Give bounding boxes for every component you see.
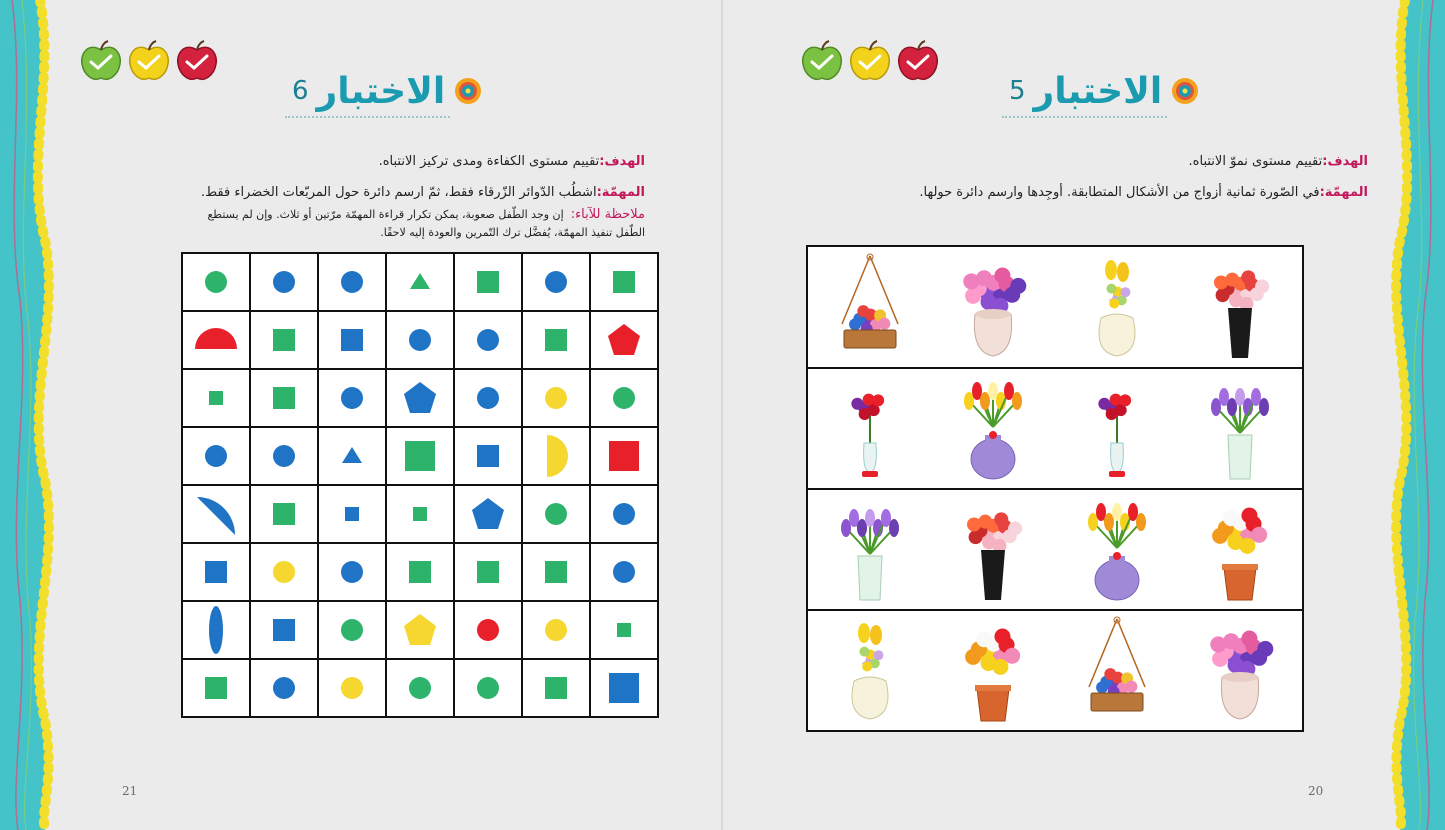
title-word: الاختبار — [1033, 70, 1163, 112]
square-green-shape[interactable] — [409, 561, 431, 583]
red-flowers-slim-vase-icon[interactable] — [820, 373, 920, 483]
smallsquare-blue-shape[interactable] — [345, 507, 359, 521]
square-green-icon[interactable] — [531, 547, 581, 597]
circle-green-icon[interactable] — [191, 257, 241, 307]
grid-cell[interactable] — [454, 311, 522, 369]
grid-cell[interactable] — [250, 543, 318, 601]
smallsquare-green-shape[interactable] — [617, 623, 631, 637]
smallsquare-green-shape[interactable] — [209, 391, 223, 405]
sun-ornament-icon — [453, 76, 483, 106]
flower-item[interactable] — [1067, 494, 1167, 604]
grid-cell[interactable] — [386, 659, 454, 717]
quarter-blue-shape[interactable] — [197, 497, 235, 535]
flower-item[interactable] — [1190, 615, 1290, 725]
grid-cell[interactable] — [522, 601, 590, 659]
circle-blue-icon[interactable] — [327, 373, 377, 423]
grid-cell[interactable] — [522, 369, 590, 427]
grid-cell[interactable] — [318, 253, 386, 311]
yellow-apple-icon — [126, 40, 172, 82]
triangle-green-shape[interactable] — [410, 273, 430, 289]
circle-blue-shape[interactable] — [273, 271, 295, 293]
grid-cell[interactable] — [522, 253, 590, 311]
difficulty-apples — [78, 40, 220, 82]
bigsquare-blue-icon[interactable] — [599, 663, 649, 713]
square-green-shape[interactable] — [205, 677, 227, 699]
grid-cell[interactable] — [318, 311, 386, 369]
purple-tulips-glass-vase-icon[interactable] — [1190, 373, 1290, 483]
grid-cell[interactable] — [386, 543, 454, 601]
grid-cell[interactable] — [590, 601, 658, 659]
grid-cell[interactable] — [386, 427, 454, 485]
flower-item[interactable] — [1067, 252, 1167, 362]
circle-blue-shape[interactable] — [409, 329, 431, 351]
grid-cell[interactable] — [590, 427, 658, 485]
pentagon-blue-shape[interactable] — [404, 382, 436, 413]
circle-blue-icon[interactable] — [599, 489, 649, 539]
goal-label: الهدف: — [1322, 154, 1368, 169]
circle-blue-shape[interactable] — [341, 387, 363, 409]
circle-yellow-shape[interactable] — [341, 677, 363, 699]
square-green-icon[interactable] — [463, 257, 513, 307]
purple-tulips-glass-vase-icon[interactable] — [820, 494, 920, 604]
flower-item[interactable] — [1190, 252, 1290, 362]
circle-yellow-icon[interactable] — [259, 547, 309, 597]
sun-ornament-icon — [1170, 76, 1200, 106]
square-green-icon[interactable] — [599, 257, 649, 307]
grid-cell[interactable] — [318, 601, 386, 659]
test-number: 5 — [1009, 76, 1026, 106]
grid-cell[interactable] — [182, 485, 250, 543]
grid-cell[interactable] — [590, 485, 658, 543]
grid-cell[interactable] — [182, 369, 250, 427]
flower-item[interactable] — [1190, 373, 1290, 483]
grid-row — [182, 427, 658, 485]
grid-cell[interactable] — [590, 543, 658, 601]
grid-cell[interactable] — [250, 485, 318, 543]
task-line — [201, 185, 645, 200]
square-green-icon[interactable] — [463, 547, 513, 597]
grid-cell[interactable] — [182, 311, 250, 369]
page-title — [1009, 68, 1200, 114]
square-green-icon[interactable] — [259, 315, 309, 365]
grid-cell[interactable] — [182, 601, 250, 659]
grid-cell[interactable] — [522, 311, 590, 369]
grid-cell[interactable] — [318, 369, 386, 427]
circle-yellow-icon[interactable] — [531, 373, 581, 423]
grid-cell[interactable] — [386, 253, 454, 311]
red-flowers-black-vase-icon[interactable] — [943, 494, 1043, 604]
grid-cell[interactable] — [454, 543, 522, 601]
flower-item[interactable] — [820, 373, 920, 483]
square-blue-icon[interactable] — [259, 605, 309, 655]
page-number: 20 — [1308, 784, 1324, 798]
grid-cell[interactable] — [318, 543, 386, 601]
square-green-shape[interactable] — [545, 329, 567, 351]
flower-item[interactable] — [943, 373, 1043, 483]
square-blue-shape[interactable] — [273, 619, 295, 641]
circle-red-shape[interactable] — [477, 619, 499, 641]
grid-cell[interactable] — [454, 427, 522, 485]
pink-violet-bouquet-vase-icon[interactable] — [943, 252, 1043, 362]
circle-blue-shape[interactable] — [613, 561, 635, 583]
grid-row — [182, 485, 658, 543]
grid-row — [182, 253, 658, 311]
square-green-shape[interactable] — [477, 271, 499, 293]
circle-blue-icon[interactable] — [463, 373, 513, 423]
grid-cell[interactable] — [522, 485, 590, 543]
circle-yellow-shape[interactable] — [545, 387, 567, 409]
grid-row — [182, 311, 658, 369]
yellow-tulips-cream-vase-icon[interactable] — [820, 615, 920, 725]
flower-row — [808, 610, 1302, 730]
gerbera-pot-icon[interactable] — [943, 615, 1043, 725]
circle-green-shape[interactable] — [409, 677, 431, 699]
circle-green-icon[interactable] — [327, 605, 377, 655]
grid-cell[interactable] — [386, 485, 454, 543]
square-green-shape[interactable] — [477, 561, 499, 583]
difficulty-apples — [799, 40, 941, 82]
test-number: 6 — [292, 76, 309, 106]
flower-item[interactable] — [820, 615, 920, 725]
smallsquare-green-shape[interactable] — [413, 507, 427, 521]
grid-cell[interactable] — [386, 601, 454, 659]
bigsquare-green-icon[interactable] — [395, 431, 445, 481]
square-green-shape[interactable] — [273, 503, 295, 525]
grid-cell[interactable] — [182, 543, 250, 601]
grid-cell[interactable] — [454, 485, 522, 543]
gerbera-pot-icon[interactable] — [1190, 494, 1290, 604]
red-apple-icon — [174, 40, 220, 82]
triangle-green-icon[interactable] — [395, 257, 445, 307]
circle-blue-icon[interactable] — [463, 315, 513, 365]
square-blue-shape[interactable] — [205, 561, 227, 583]
grid-cell[interactable] — [454, 659, 522, 717]
grid-cell[interactable] — [250, 427, 318, 485]
grid-cell[interactable] — [454, 601, 522, 659]
square-green-icon[interactable] — [531, 315, 581, 365]
triangle-blue-shape[interactable] — [342, 447, 362, 463]
circle-yellow-shape[interactable] — [545, 619, 567, 641]
halfcircle-red-shape[interactable] — [195, 328, 237, 349]
grid-cell[interactable] — [250, 253, 318, 311]
grid-cell[interactable] — [522, 543, 590, 601]
grid-cell[interactable] — [318, 659, 386, 717]
circle-yellow-shape[interactable] — [273, 561, 295, 583]
grid-row — [182, 543, 658, 601]
grid-cell[interactable] — [250, 311, 318, 369]
decorative-border-left — [0, 0, 70, 830]
flower-row — [808, 368, 1302, 490]
smallsquare-green-icon[interactable] — [191, 373, 241, 423]
title-word: الاختبار — [316, 70, 446, 112]
pentagon-blue-icon[interactable] — [463, 489, 513, 539]
page-number: 21 — [122, 784, 138, 798]
circle-blue-shape[interactable] — [341, 561, 363, 583]
circle-green-shape[interactable] — [205, 271, 227, 293]
title-underline — [285, 112, 450, 118]
grid-row — [182, 369, 658, 427]
smallsquare-green-icon[interactable] — [395, 489, 445, 539]
page-title — [292, 68, 483, 114]
circle-blue-shape[interactable] — [613, 503, 635, 525]
quarter-blue-icon[interactable] — [191, 489, 241, 539]
goal-text: تقييم مستوى الكفاءة ومدى تركيز الانتباه. — [378, 154, 600, 169]
bigsquare-blue-shape[interactable] — [609, 673, 639, 703]
task-label: المهمّة: — [1319, 185, 1368, 200]
triangle-blue-icon[interactable] — [327, 431, 377, 481]
square-green-icon[interactable] — [259, 373, 309, 423]
grid-cell[interactable] — [590, 369, 658, 427]
task-text: في الصّورة ثمانية أزواج من الأشكال المتطابقة. أوجِدها وارسم دائرة حولها. — [919, 185, 1320, 200]
pentagon-blue-icon[interactable] — [395, 373, 445, 423]
flower-row — [808, 489, 1302, 611]
circle-blue-icon[interactable] — [191, 431, 241, 481]
flower-item[interactable] — [820, 494, 920, 604]
circle-blue-shape[interactable] — [273, 677, 295, 699]
bigsquare-red-icon[interactable] — [599, 431, 649, 481]
task-line — [919, 185, 1368, 200]
flower-item[interactable] — [943, 615, 1043, 725]
circle-blue-icon[interactable] — [395, 315, 445, 365]
circle-blue-icon[interactable] — [327, 257, 377, 307]
circle-blue-shape[interactable] — [477, 329, 499, 351]
tulips-purple-vase-icon[interactable] — [943, 373, 1043, 483]
parents-note — [175, 206, 645, 242]
grid-cell[interactable] — [318, 427, 386, 485]
task-text: اشطُب الدّوائر الزّرقاء فقط، ثمّ ارسم دائرة حول المربّعات الخضراء فقط. — [200, 185, 597, 200]
goal-line — [1189, 154, 1368, 169]
shapes-grid — [181, 252, 659, 718]
grid-cell[interactable] — [386, 369, 454, 427]
grid-cell[interactable] — [590, 253, 658, 311]
grid-cell[interactable] — [522, 427, 590, 485]
circle-red-icon[interactable] — [463, 605, 513, 655]
circle-blue-shape[interactable] — [477, 387, 499, 409]
circle-blue-icon[interactable] — [259, 431, 309, 481]
grid-cell[interactable] — [250, 601, 318, 659]
grid-cell[interactable] — [182, 427, 250, 485]
halfcircle-red-icon[interactable] — [191, 315, 241, 365]
square-blue-icon[interactable] — [327, 315, 377, 365]
goal-text: تقييم مستوى نموّ الانتباه. — [1188, 154, 1323, 169]
pentagon-red-shape[interactable] — [608, 324, 640, 355]
red-flowers-black-vase-icon[interactable] — [1190, 252, 1290, 362]
pentagon-red-icon[interactable] — [599, 315, 649, 365]
flower-pairs-grid — [806, 245, 1304, 732]
grid-cell[interactable] — [386, 311, 454, 369]
square-green-shape[interactable] — [273, 387, 295, 409]
decorative-border-right — [1375, 0, 1445, 830]
pink-violet-bouquet-vase-icon[interactable] — [1190, 615, 1290, 725]
flower-item[interactable] — [943, 252, 1043, 362]
ellipse-blue-shape[interactable] — [209, 606, 223, 654]
tulips-purple-vase-icon[interactable] — [1067, 494, 1167, 604]
bigsquare-red-shape[interactable] — [609, 441, 639, 471]
circle-blue-icon[interactable] — [327, 547, 377, 597]
goal-label: الهدف: — [599, 154, 645, 169]
flower-item[interactable] — [1067, 373, 1167, 483]
task-label: المهمّة: — [596, 185, 645, 200]
grid-cell[interactable] — [590, 659, 658, 717]
flower-item[interactable] — [1190, 494, 1290, 604]
yellow-tulips-cream-vase-icon[interactable] — [1067, 252, 1167, 362]
circle-blue-icon[interactable] — [259, 257, 309, 307]
pentagon-blue-shape[interactable] — [472, 498, 504, 529]
circle-green-icon[interactable] — [531, 489, 581, 539]
bigsquare-green-shape[interactable] — [405, 441, 435, 471]
flower-item[interactable] — [943, 494, 1043, 604]
grid-cell[interactable] — [250, 369, 318, 427]
ellipse-blue-icon[interactable] — [191, 605, 241, 655]
circle-blue-shape[interactable] — [545, 271, 567, 293]
square-blue-shape[interactable] — [341, 329, 363, 351]
square-green-icon[interactable] — [191, 663, 241, 713]
circle-blue-shape[interactable] — [341, 271, 363, 293]
left-page — [0, 0, 722, 830]
grid-row — [182, 659, 658, 717]
note-label: ملاحظة للآباء: — [570, 207, 645, 222]
grid-cell[interactable] — [182, 253, 250, 311]
grid-row — [182, 601, 658, 659]
circle-green-shape[interactable] — [545, 503, 567, 525]
flower-item[interactable] — [1067, 615, 1167, 725]
pentagon-yellow-icon[interactable] — [395, 605, 445, 655]
flower-item[interactable] — [820, 252, 920, 362]
circle-yellow-icon[interactable] — [531, 605, 581, 655]
smallsquare-green-icon[interactable] — [599, 605, 649, 655]
square-blue-icon[interactable] — [463, 431, 513, 481]
square-blue-icon[interactable] — [191, 547, 241, 597]
green-apple-icon — [78, 40, 124, 82]
green-apple-icon — [799, 40, 845, 82]
grid-cell[interactable] — [250, 659, 318, 717]
circle-green-shape[interactable] — [477, 677, 499, 699]
circle-green-shape[interactable] — [341, 619, 363, 641]
pentagon-yellow-shape[interactable] — [404, 614, 436, 645]
circle-blue-icon[interactable] — [599, 547, 649, 597]
halfcircle-yellow-icon[interactable] — [531, 431, 581, 481]
square-green-shape[interactable] — [545, 677, 567, 699]
yellow-apple-icon — [847, 40, 893, 82]
square-blue-shape[interactable] — [477, 445, 499, 467]
square-green-icon[interactable] — [395, 547, 445, 597]
circle-green-icon[interactable] — [463, 663, 513, 713]
square-green-icon[interactable] — [259, 489, 309, 539]
square-green-shape[interactable] — [545, 561, 567, 583]
circle-green-icon[interactable] — [599, 373, 649, 423]
circle-blue-shape[interactable] — [205, 445, 227, 467]
grid-cell[interactable] — [454, 369, 522, 427]
grid-cell[interactable] — [182, 659, 250, 717]
circle-yellow-icon[interactable] — [327, 663, 377, 713]
title-underline — [1002, 112, 1167, 118]
square-green-shape[interactable] — [273, 329, 295, 351]
grid-cell[interactable] — [318, 485, 386, 543]
halfcircle-yellow-shape[interactable] — [547, 435, 568, 477]
circle-green-icon[interactable] — [395, 663, 445, 713]
flower-row — [808, 247, 1302, 369]
grid-cell[interactable] — [590, 311, 658, 369]
grid-cell[interactable] — [454, 253, 522, 311]
circle-green-shape[interactable] — [613, 387, 635, 409]
square-green-icon[interactable] — [531, 663, 581, 713]
circle-blue-icon[interactable] — [531, 257, 581, 307]
circle-blue-shape[interactable] — [273, 445, 295, 467]
square-green-shape[interactable] — [613, 271, 635, 293]
red-apple-icon — [895, 40, 941, 82]
hanging-basket-flowers-icon[interactable] — [820, 252, 920, 362]
grid-cell[interactable] — [522, 659, 590, 717]
goal-line — [379, 154, 645, 169]
circle-blue-icon[interactable] — [259, 663, 309, 713]
red-flowers-slim-vase-icon[interactable] — [1067, 373, 1167, 483]
hanging-basket-flowers-icon[interactable] — [1067, 615, 1167, 725]
smallsquare-blue-icon[interactable] — [327, 489, 377, 539]
note-text: إن وجد الطّفل صعوبة، يمكن تكرار قراءة المهمّة مرّتين أو ثلاث. وإن لم يستطع الطّفل تنفيذ المهمّة، يُفضَّل ترك التّمرين والعودة إليه لاحقًا. — [207, 208, 645, 239]
